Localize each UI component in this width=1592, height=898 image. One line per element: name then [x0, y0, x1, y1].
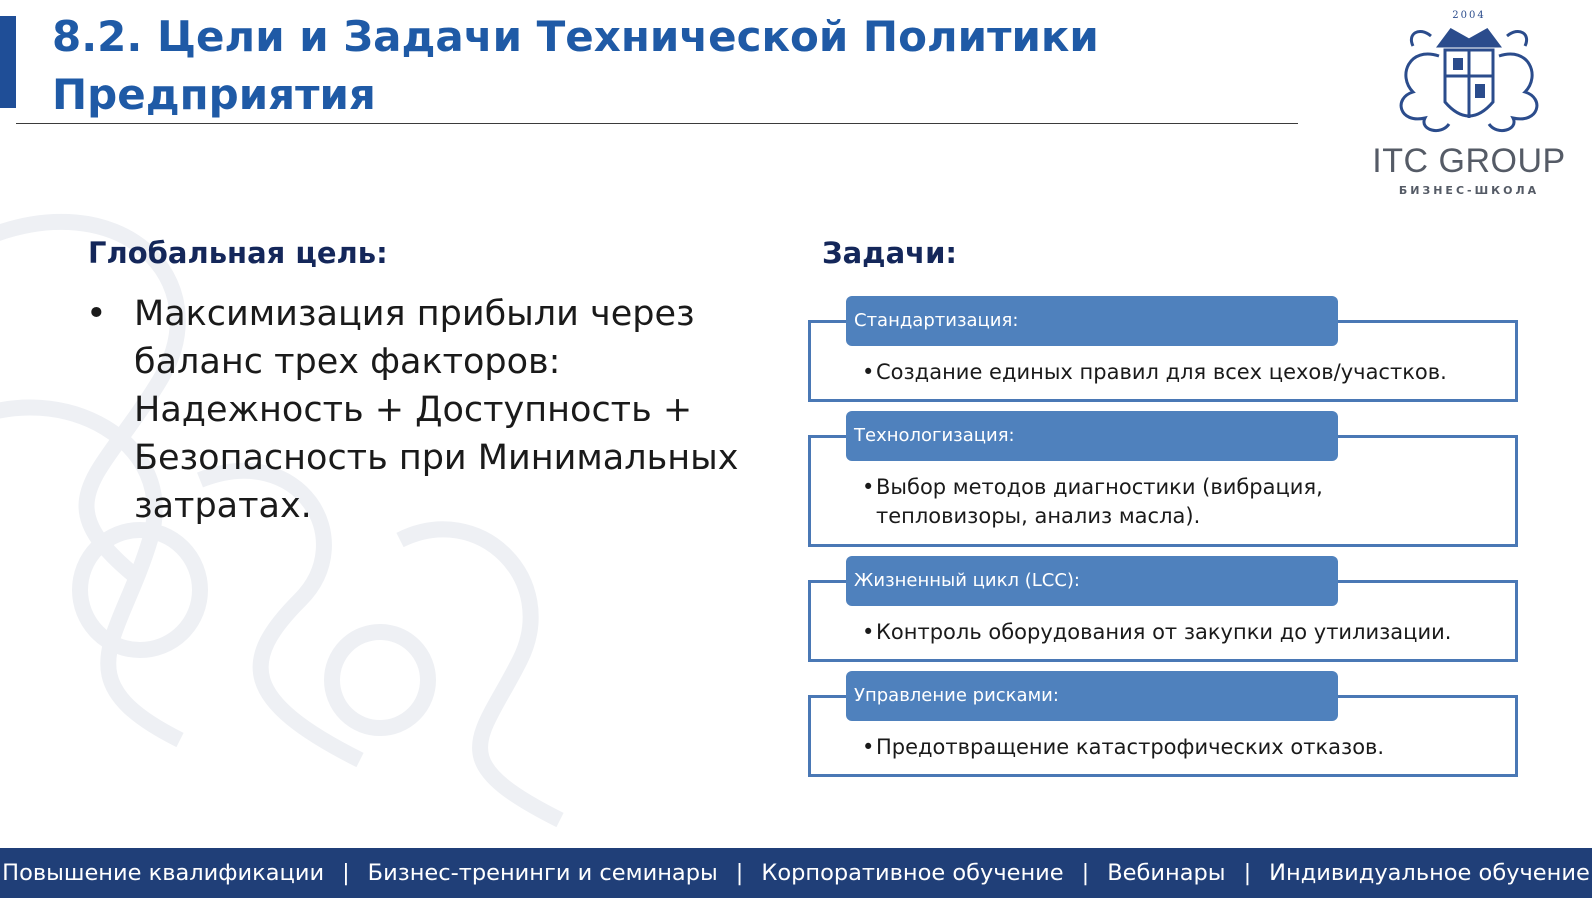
task-description-text: Выбор методов диагностики (вибрация, тепловизоры, анализ масла). — [876, 475, 1323, 528]
task-description-text: Создание единых правил для всех цехов/участков. — [876, 360, 1447, 384]
goal-list — [86, 290, 746, 530]
logo-name: ITC GROUP — [1372, 142, 1566, 180]
footer-item: Корпоративное обучение — [761, 860, 1064, 886]
goal-text: Максимизация прибыли через баланс трех факторов: Надежность + Доступность + Безопасность при Минимальных затратах. — [134, 294, 739, 526]
logo-subtitle: БИЗНЕС-ШКОЛА — [1398, 184, 1540, 197]
footer-separator: | — [735, 860, 744, 886]
logo-year: 2004 — [1452, 10, 1486, 21]
tasks-heading: Задачи: — [822, 236, 957, 270]
logo-crest-icon — [1379, 6, 1559, 140]
slide-title: 8.2. Цели и Задачи Технической Политики Предприятия — [52, 12, 1099, 119]
task-label: Жизненный цикл (LCC): — [846, 556, 1338, 606]
footer-item: Бизнес-тренинги и семинары — [367, 860, 718, 886]
task-standardization — [808, 296, 1518, 402]
goal-item — [86, 290, 746, 530]
footer-bar — [0, 848, 1592, 898]
task-lifecycle — [808, 556, 1518, 662]
bullet: • — [862, 735, 875, 759]
footer-separator: | — [342, 860, 350, 886]
bullet: • — [862, 360, 875, 384]
task-technologization — [808, 411, 1518, 547]
task-description — [862, 473, 1478, 531]
footer-item: Индивидуальное обучение — [1269, 860, 1590, 886]
bullet: • — [86, 294, 107, 334]
title-divider — [16, 123, 1298, 124]
task-description — [862, 618, 1478, 647]
task-description — [862, 733, 1478, 762]
task-label: Технологизация: — [846, 411, 1338, 461]
footer-item: Повышение квалификации — [2, 860, 325, 886]
task-label: Стандартизация: — [846, 296, 1338, 346]
task-description-text: Контроль оборудования от закупки до утилизации. — [876, 620, 1452, 644]
bullet: • — [862, 620, 875, 644]
task-description — [862, 358, 1478, 387]
footer-separator: | — [1243, 860, 1252, 886]
footer-separator: | — [1081, 860, 1090, 886]
goal-heading: Глобальная цель: — [88, 236, 388, 270]
footer-item: Вебинары — [1107, 860, 1226, 886]
title-accent-bar — [0, 16, 16, 108]
task-label: Управление рисками: — [846, 671, 1338, 721]
task-description-text: Предотвращение катастрофических отказов. — [876, 735, 1385, 759]
itc-group-logo — [1356, 6, 1582, 197]
task-risk-management — [808, 671, 1518, 777]
bullet: • — [862, 475, 875, 499]
